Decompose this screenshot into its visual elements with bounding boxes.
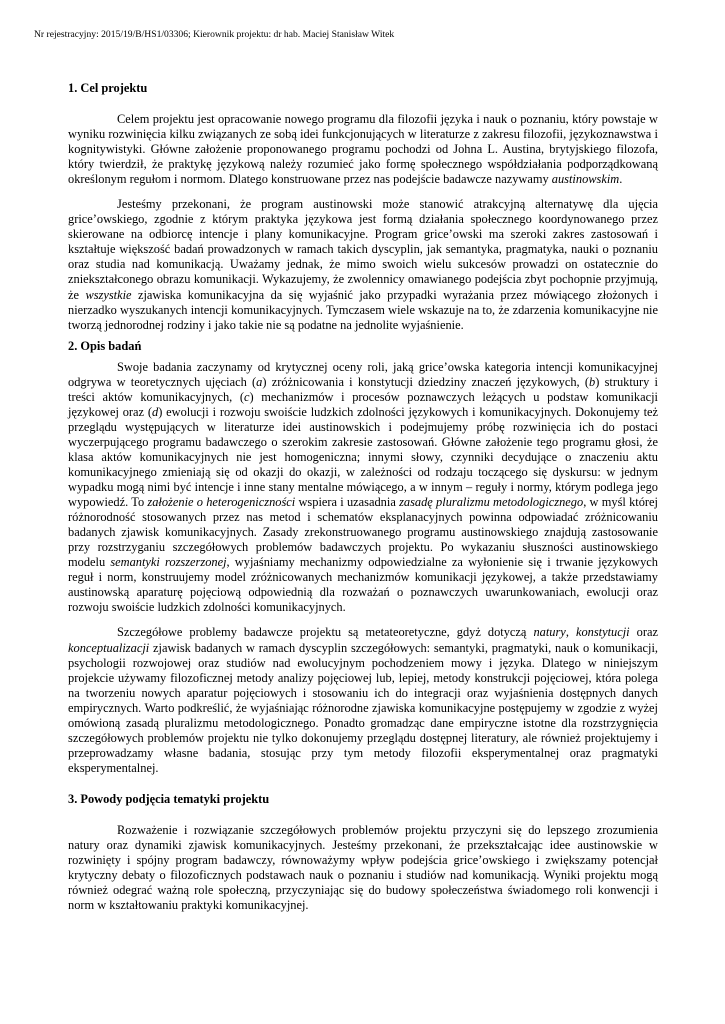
- italic-term: c: [244, 389, 250, 404]
- section-1-heading: 1. Cel projektu: [68, 81, 148, 95]
- text-run: .: [619, 172, 623, 187]
- section-3-heading: 3. Powody podjęcia tematyki projektu: [68, 791, 270, 806]
- italic-term: natury: [533, 625, 566, 640]
- section-2-paragraph-2: [68, 625, 658, 775]
- text-run: Jesteśmy przekonani, że program austinowski może stanowić atrakcyjną alternatywę dla ujęcia grice’owskiego, zgodnie z którym praktyka językowa jest formą działania społecznego koordynowanego przez skierowane na odbiorcę intencje i plany komunikacyjne. Program grice’owski ma szeroki zakres zastosowań i kształtuje większość badań prowadzonych w ramach takich dyscyplin, jak semantyka, pragmatyka, nauki o poznaniu oraz studia nad komunikacją. Uważamy jednak, że mimo swoich wielu sukcesów prowadzi on ostatecznie do zniekształconego obrazu komunikacji. Wykazujemy, że zwolennicy omawianego podejścia zbyt pochopnie przyjmują, że: [68, 197, 658, 302]
- text-run: zjawiska komunikacyjna da się wyjaśnić jako przypadki wyrażania przez mówiącego złożonych i nierzadko wyszukanych intencji komunikacyjnych. Tymczasem wiele wskazuje na to, że zdarzenia komunikacyjne nie tworzą jednorodnej rodziny i jako takie nie są podatne na jednolite wyjaśnienie.: [68, 287, 658, 332]
- italic-term: zasadę pluralizmu metodologicznego: [399, 495, 584, 510]
- italic-term: austinowskim: [551, 172, 620, 187]
- page-header: Nr rejestracyjny: 2015/19/B/HS1/03306; Kierownik projektu: dr hab. Maciej Stanisław Witek: [34, 29, 395, 40]
- italic-term: a: [256, 374, 263, 389]
- italic-term: założenie o heterogeniczności: [147, 495, 296, 510]
- section-1-paragraph-1: [68, 112, 658, 187]
- text-run: ) ewolucji i rozwoju swoiście ludzkich zdolności językowych i komunikacyjnych. Dokonujemy też przeglądu występujących w literaturze idei austinowskich i podejmujemy próbę rozwinięcia ich do postaci wyczerpującego programu badawczego o szerokim zakresie zastosowań. Główne założenie tego programu głosi, że klasa aktów komunikacyjnych nie jest homogeniczna; innymi słowy, czynniki decydujące o znaczeniu aktu komunikacyjnego zmieniają się od okazji do okazji, w zależności od rodzaju toczącego się dyskursu: w jednym wypadku mogą nimi być intencje i inne stany mentalne mówiącego, a w innym – reguły i normy, którym podlega jego wypowiedź. To: [68, 404, 659, 510]
- italic-term: wszystkie: [85, 287, 132, 302]
- text-run: Celem projektu jest opracowanie nowego programu dla filozofii języka i nauk o poznaniu, który powstaje w wyniku rozwinięcia kilku związanych ze sobą idei funkcjonujących w literaturze z zakresu filozofii, językoznawstwa i kognitywistyki. Główne założenie proponowanego programu pochodzi od Johna L. Austina, brytyjskiego filozofa, który twierdził, że praktykę językową należy rozumieć jako formę społecznego współdziałania podporządkowaną określonym regułom i normom. Dlatego konstruowane przez nas podejście badawcze nazywamy: [68, 112, 658, 187]
- italic-term: konceptualizacji: [68, 640, 150, 655]
- italic-term: semantyki rozszerzonej: [110, 555, 227, 570]
- text-run: Swoje badania zaczynamy od krytycznej oceny roli, jaką grice’owska kategoria intencji komunikacyjnej odgrywa w teoretycznych ujęciach (: [68, 359, 658, 389]
- text-run: oraz: [629, 625, 658, 640]
- section-2-heading: 2. Opis badań: [68, 338, 142, 353]
- text-run: Szczegółowe problemy badawcze projektu są metateoretyczne, gdyż dotyczą: [117, 625, 534, 640]
- section-3-paragraph-1: Rozważenie i rozwiązanie szczegółowych problemów projektu przyczyni się do lepszego zrozumienia natury oraz dynamiki zjawisk komunikacyjnych. Jesteśmy przekonani, że przekształcając idee austinowskie w rozwinięty i spójny program badawczy, równoważymy wpływ podejścia grice’owskiego i zwiększamy potencjał krytyczny debaty o filozoficznych podstawach nauk o poznaniu i studiów nad komunikacją. Wyniki projektu mogą również odegrać ważną role społeczną, przyczyniając się do budowy społeczeństwa świadomego roli konwencji i norm w kształtowaniu praktyki komunikacyjnej.: [68, 822, 658, 913]
- text-run: , w myśl której różnorodność stosowanych przez nas metod i schematów eksplanacyjnych powinna odpowiadać zróżnicowaniu badanych zjawisk komunikacyjnych. Zasady zrekonstruowanego programu austinowskiego znajdują zastosowanie przy rozstrzyganiu szczegółowych problemów badawczych projektu. Po wykazaniu słuszności austinowskiego modelu: [68, 495, 658, 570]
- text-run: ,: [565, 625, 576, 640]
- section-2-paragraph-1: [68, 360, 658, 616]
- text-run: , wyjaśniamy mechanizmy odpowiedzialne za wyłonienie się i trwanie językowych reguł i norm, konstruujemy model zróżnicowanych mechanizmów komunikacji językowej, a także przedstawiamy austinowską aparaturę pojęciową odpowiednią dla rozważań o poznawczych uwarunkowaniach, ewolucji oraz rozwoju swoiście ludzkich zdolności komunikacyjnych.: [68, 555, 658, 615]
- italic-term: b: [589, 374, 596, 389]
- text-run: ) mechanizmów i procesów poznawczych leżących u podstaw komunikacji językowej oraz (: [68, 389, 658, 419]
- text-run: zjawisk badanych w ramach dyscyplin szczegółowych: semantyki, pragmatyki, nauk o komunikacji, psychologii rozwojowej oraz studiów nad ewolucyjnym pochodzeniem mowy i języka. Dlatego w niniejszym projekcie używamy filozoficznej metody analizy pojęciowej lub, lepiej, metody konstrukcji pojęciowej, która polega na tworzeniu nowych aparatur pojęciowych i stosowaniu ich do integracji oraz wyjaśnienia dostępnych danych empirycznych. Warto podkreślić, że wyjaśniając różnorodne zjawiska komunikacyjne postępujemy w zgodzie z wyżej omówioną zasadą pluralizmu metodologicznego. Ponadto gromadząc dane empiryczne istotne dla rozstrzygnięcia szczegółowych problemów projektu nie tylko dokonujemy przeglądu dostępnej literatury, ale również projektujemy i przeprowadzamy własne badania, stosując przy tym metody filozofii eksperymentalnej oraz pragmatyki eksperymentalnej.: [68, 640, 658, 775]
- document-body: [68, 81, 658, 913]
- text-run: ) zróżnicowania i konstytucji dziedziny znaczeń językowych, (: [262, 374, 590, 389]
- text-run: wspiera i uzasadnia: [295, 495, 400, 510]
- section-1-paragraph-2: [68, 197, 658, 332]
- italic-term: d: [151, 404, 159, 419]
- italic-term: konstytucji: [575, 625, 630, 640]
- text-run: ) struktury i treści aktów komunikacyjnych, (: [68, 374, 658, 404]
